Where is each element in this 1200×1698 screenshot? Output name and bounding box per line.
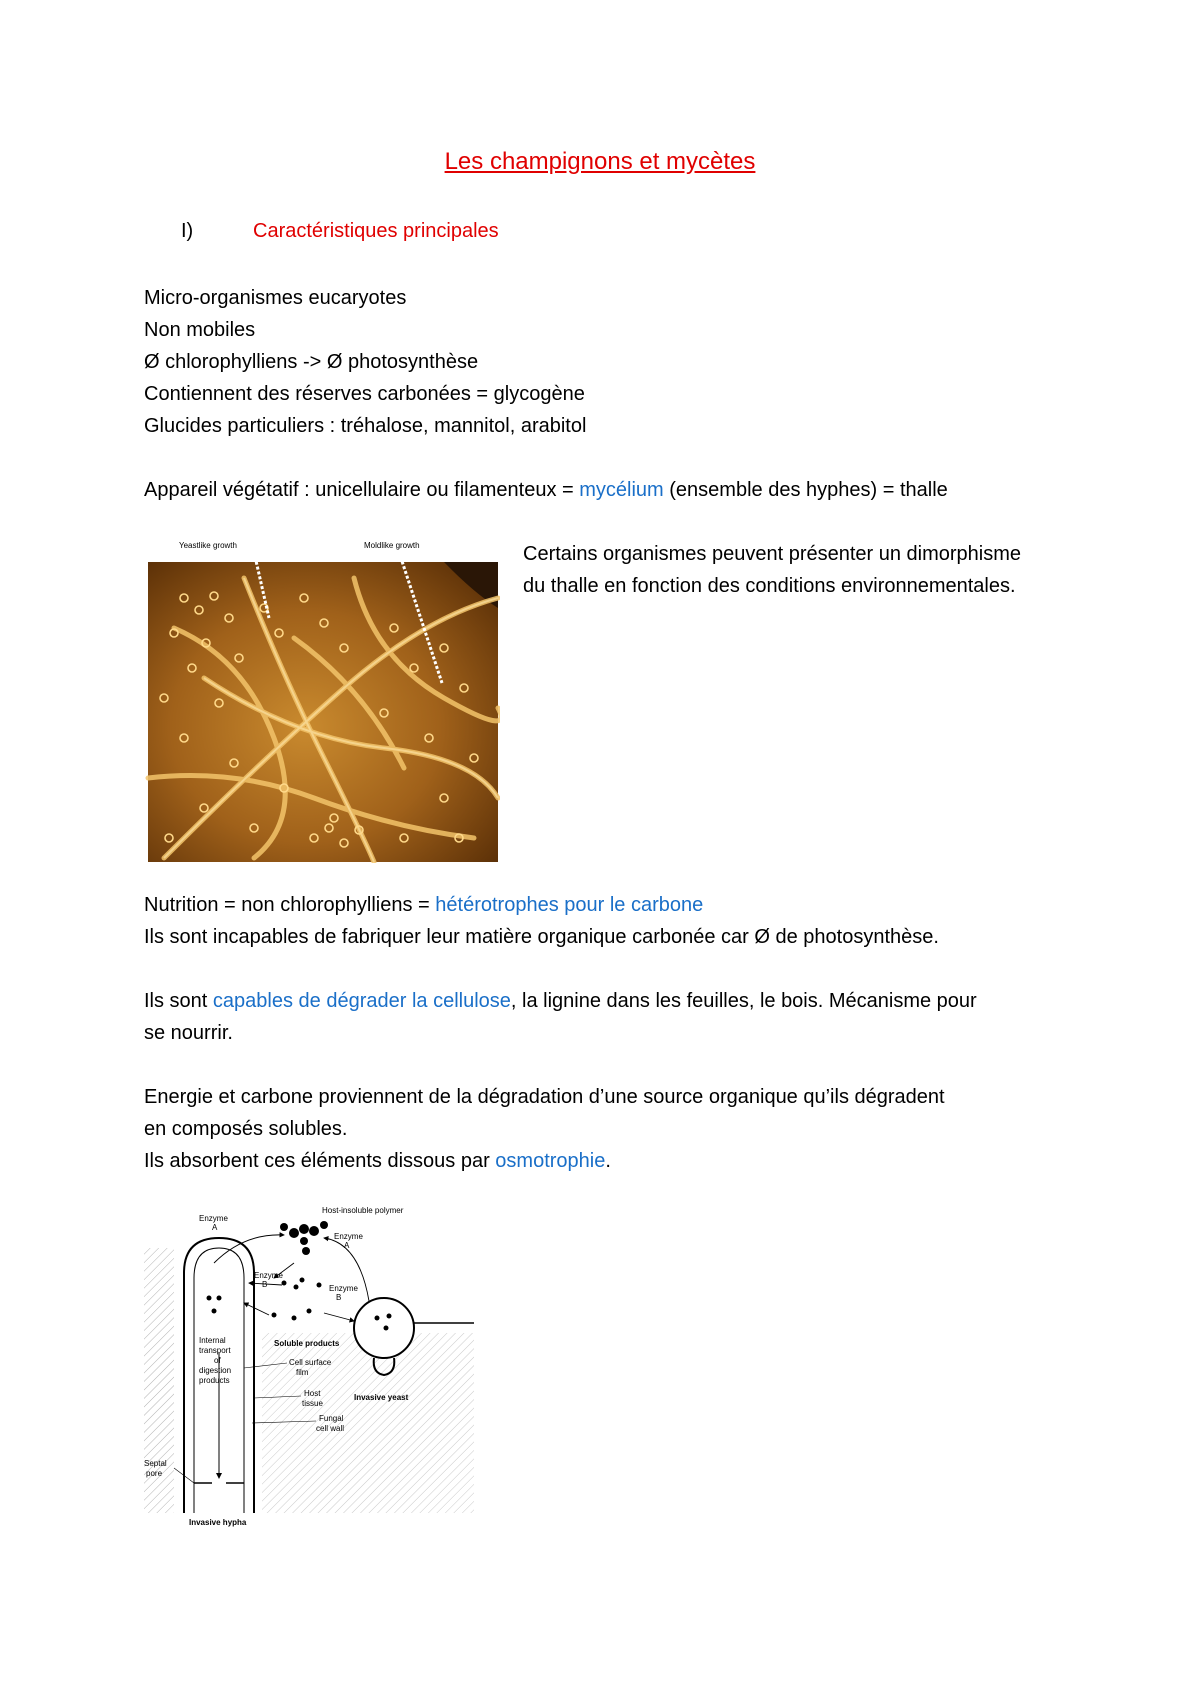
text: Appareil végétatif : unicellulaire ou filamenteux = [144, 479, 580, 501]
diagram-svg [144, 1203, 474, 1533]
text: Ils sont [144, 990, 213, 1012]
paragraph-degrader [144, 990, 977, 1013]
label-host-1: Host [304, 1389, 321, 1398]
label-internal-2: transport [199, 1346, 231, 1355]
label-internal-3: of [214, 1356, 221, 1365]
list-item: Glucides particuliers : tréhalose, mannitol, arabitol [144, 415, 587, 437]
label-enzyme-b-left: Enzyme [254, 1271, 283, 1280]
label-host-2: tissue [302, 1399, 323, 1408]
label-internal-4: digestion [199, 1366, 232, 1375]
label-invasive-hypha: Invasive hypha [189, 1518, 247, 1527]
text: Nutrition = non chlorophylliens = [144, 894, 436, 916]
text: , la lignine dans les feuilles, le bois. Mécanisme pour [510, 990, 977, 1012]
label-fungal-1: Fungal [319, 1414, 344, 1423]
label-enzyme-a-right: Enzyme [334, 1232, 363, 1241]
micrograph-svg [144, 538, 500, 863]
side-paragraph: Certains organismes peuvent présenter un dimorphisme du thalle en fonction des conditions environnementales. [523, 543, 1022, 597]
highlight: hétérotrophes pour le carbone [435, 894, 704, 916]
highlight: capables de dégrader la cellulose [212, 990, 511, 1012]
micrograph-label-right: Moldlike growth [364, 541, 420, 550]
label-enzyme-a-left: Enzyme [199, 1214, 228, 1223]
paragraph-degrader-cont: se nourrir. [144, 1022, 233, 1044]
paragraph-absorbent [144, 1150, 611, 1173]
text: . [605, 1150, 611, 1172]
label-enzyme-b-right: Enzyme [329, 1284, 358, 1293]
label-enzyme-a-left-letter: A [212, 1223, 218, 1232]
section-heading [181, 220, 499, 243]
text: Ils absorbent ces éléments dissous par [144, 1150, 496, 1172]
osmotrophy-diagram [144, 1203, 474, 1533]
label-polymer: Host-insoluble polymer [322, 1206, 404, 1215]
label-internal-5: products [199, 1376, 230, 1385]
page-title: Les champignons et mycètes [444, 148, 756, 175]
paragraph-incapables: Ils sont incapables de fabriquer leur matière organique carbonée car Ø de photosynthèse. [144, 926, 939, 948]
label-invasive-yeast: Invasive yeast [354, 1393, 409, 1402]
highlight: osmotrophie [495, 1150, 606, 1172]
paragraph-energie: Energie et carbone proviennent de la dégradation d’une source organique qu’ils dégradent [144, 1086, 945, 1108]
paragraph-energie-cont: en composés solubles. [144, 1118, 348, 1140]
text: (ensemble des hyphes) = thalle [663, 479, 948, 501]
micrograph-label-left: Yeastlike growth [179, 541, 237, 550]
label-cell-surface-1: Cell surface [289, 1358, 332, 1367]
label-soluble: Soluble products [274, 1339, 340, 1348]
micrograph-image [144, 538, 500, 863]
label-septal-2: pore [146, 1469, 163, 1478]
label-internal-1: Internal [199, 1336, 226, 1345]
list-item: Non mobiles [144, 319, 256, 341]
label-cell-surface-2: film [296, 1368, 309, 1377]
label-enzyme-b-right-letter: B [336, 1293, 342, 1302]
highlight: mycélium [579, 479, 664, 501]
label-enzyme-a-right-letter: A [344, 1241, 350, 1250]
list-item: Ø chlorophylliens -> Ø photosynthèse [144, 351, 479, 373]
section-label: Caractéristiques principales [253, 220, 499, 242]
section-number: I) [181, 220, 194, 242]
paragraph-nutrition [144, 894, 703, 917]
label-septal-1: Septal [144, 1459, 167, 1468]
list-item: Contiennent des réserves carbonées = glycogène [144, 383, 585, 405]
list-item: Micro-organismes eucaryotes [144, 287, 407, 309]
label-enzyme-b-left-letter: B [262, 1280, 268, 1289]
label-fungal-2: cell wall [316, 1424, 345, 1433]
paragraph-appareil [144, 479, 948, 502]
